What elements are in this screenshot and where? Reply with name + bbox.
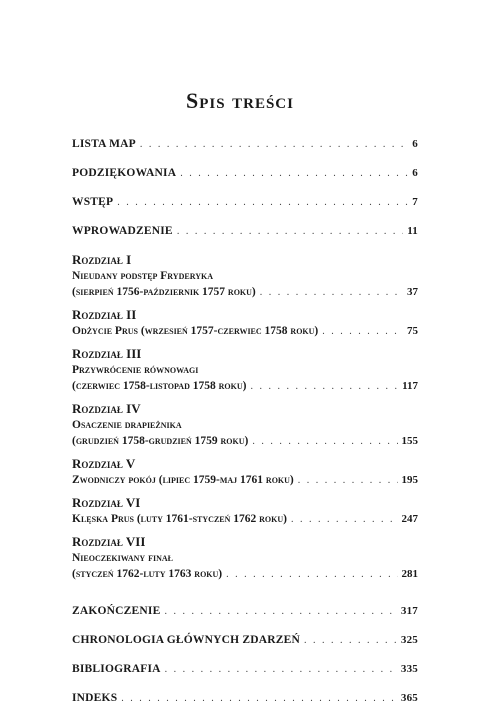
chapter-heading: Rozdział VII (72, 534, 146, 549)
chapter-heading: Rozdział IV (72, 401, 141, 416)
toc-entry (72, 632, 418, 649)
leader-dots (226, 567, 397, 583)
toc-entry (72, 165, 418, 182)
chapter-heading: Rozdział III (72, 346, 142, 361)
chapter-title-row (72, 433, 418, 450)
entry-title: (grudzień 1758-grudzień 1759 roku) (72, 435, 249, 447)
chapter-heading: Rozdział II (72, 307, 137, 322)
page-number: 281 (401, 568, 418, 580)
page-number: 37 (407, 286, 418, 298)
leader-dots (322, 324, 403, 340)
chapter-entry (72, 401, 418, 450)
toc-entry (72, 136, 418, 153)
chapter-title-row (72, 378, 418, 395)
chapter-subtitle: Nieoczekiwany finał (72, 552, 173, 564)
leader-dots (304, 633, 397, 649)
leader-dots (180, 166, 408, 182)
toc-list (72, 136, 418, 707)
page-number: 6 (412, 138, 418, 150)
leader-dots (117, 195, 408, 211)
chapter-title-row (72, 323, 418, 340)
toc-entry (72, 223, 418, 240)
entry-title: (sierpień 1756-październik 1757 roku) (72, 286, 256, 298)
toc-entry (72, 690, 418, 707)
entry-title: Odżycie Prus (wrzesień 1757-czerwiec 1758 roku) (72, 325, 319, 337)
leader-dots (260, 285, 403, 301)
page-number: 7 (412, 196, 418, 208)
chapter-heading: Rozdział I (72, 252, 132, 267)
chapter-title-row (72, 511, 418, 528)
leader-dots (252, 434, 397, 450)
leader-dots (177, 224, 403, 240)
page-number: 75 (407, 325, 418, 337)
chapter-entry (72, 456, 418, 489)
entry-title: PODZIĘKOWANIA (72, 167, 177, 179)
chapter-entry (72, 495, 418, 528)
page-number: 325 (400, 634, 418, 646)
toc-entry (72, 661, 418, 678)
leader-dots (164, 604, 396, 620)
page-number: 6 (412, 167, 418, 179)
page-number: 247 (401, 513, 418, 525)
entry-title: ZAKOŃCZENIE (72, 605, 161, 617)
chapter-heading: Rozdział VI (72, 495, 141, 510)
entry-title: (styczeń 1762-luty 1763 roku) (72, 568, 223, 580)
chapter-entry (72, 252, 418, 301)
page-number: 117 (402, 380, 418, 392)
leader-dots (121, 691, 397, 707)
chapter-entry (72, 307, 418, 340)
leader-dots (140, 137, 408, 153)
leader-dots (298, 473, 398, 489)
leader-dots (165, 662, 397, 678)
chapter-entry (72, 534, 418, 583)
chapter-entry (72, 346, 418, 395)
page-number: 335 (400, 663, 418, 675)
page-number: 195 (401, 474, 418, 486)
chapter-subtitle: Osaczenie drapieżnika (72, 419, 182, 431)
chapter-title-row (72, 284, 418, 301)
chapter-subtitle: Przywrócenie równowagi (72, 364, 199, 376)
entry-title: BIBLIOGRAFIA (72, 663, 161, 675)
entry-title: LISTA MAP (72, 138, 136, 150)
page-number: 11 (407, 225, 418, 237)
entry-title: WSTĘP (72, 196, 114, 208)
chapter-heading: Rozdział V (72, 456, 136, 471)
entry-title: WPROWADZENIE (72, 225, 173, 237)
leader-dots (291, 512, 398, 528)
chapter-title-row (72, 472, 418, 489)
page-number: 365 (400, 692, 418, 704)
toc-entry (72, 194, 418, 211)
page-number: 155 (401, 435, 418, 447)
page-number: 317 (400, 605, 418, 617)
toc-title: Spis treści (186, 88, 294, 113)
toc-entry (72, 603, 418, 620)
chapter-subtitle: Nieudany podstęp Fryderyka (72, 270, 213, 282)
entry-title: Zwodniczy pokój (lipiec 1759-maj 1761 roku) (72, 474, 294, 486)
entry-title: Klęska Prus (luty 1761-styczeń 1762 roku) (72, 513, 287, 525)
entry-title: CHRONOLOGIA GŁÓWNYCH ZDARZEŃ (72, 634, 300, 646)
entry-title: (czerwiec 1758-listopad 1758 roku) (72, 380, 247, 392)
entry-title: INDEKS (72, 692, 118, 704)
chapter-title-row (72, 566, 418, 583)
leader-dots (250, 379, 398, 395)
